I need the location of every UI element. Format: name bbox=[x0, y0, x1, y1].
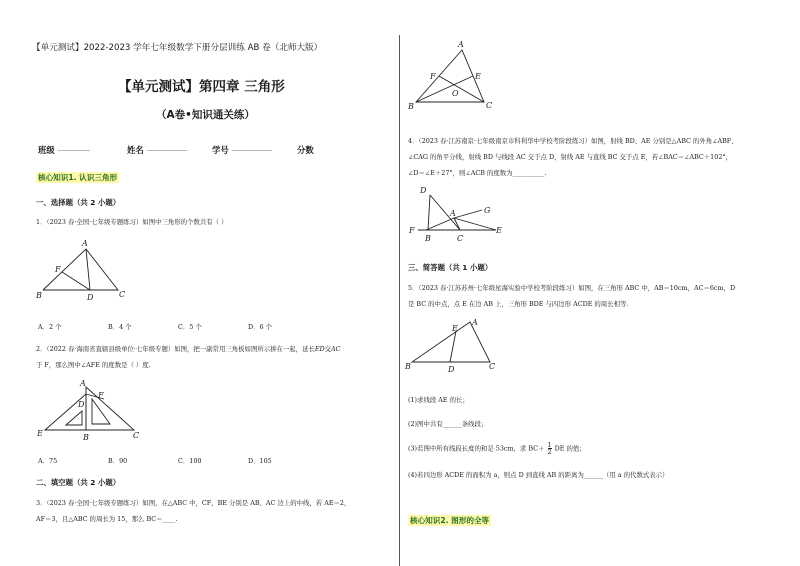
q4-label-g: G bbox=[484, 206, 491, 215]
class-blank[interactable]: ________ bbox=[58, 142, 90, 151]
q1-label-a: A bbox=[82, 239, 88, 248]
q4-label-d: D bbox=[420, 186, 427, 195]
q3-label-e: E bbox=[475, 72, 481, 81]
q2-line1-text: 2．（2022 春·海南省直辖县级单位·七年级专题）如图，把一副常用三角板如图所示拼在一起，延长 bbox=[36, 345, 315, 353]
q4-label-f: F bbox=[409, 226, 415, 235]
q2-line2: 于 F，那么图中∠AFE 的度数是（ ）度. bbox=[36, 361, 151, 369]
page-subtitle: （A卷•知识通关练） bbox=[156, 109, 255, 121]
q5-sub3-text: (3)若图中所有线段长度的和是 53cm，求 BC＋ bbox=[408, 444, 545, 453]
q5-line1: 5．（2023 春·江苏苏州·七年级星海实验中学校考阶段练习）如图，在三角形 ABC 中，AB＝10cm，AC＝6cm，D bbox=[408, 284, 736, 292]
q1-option-c[interactable]: C．5 个 bbox=[178, 323, 202, 331]
q3-label-o: O bbox=[452, 89, 459, 98]
q3-label-a: A bbox=[458, 40, 464, 49]
core-knowledge-1: 核心知识1. 认识三角形 bbox=[38, 173, 118, 182]
q5-sub4: (4)若四边形 ACDE 的面积为 a，则点 D 到直线 AB 的距离为______（用 a 的代数式表示） bbox=[408, 471, 669, 479]
q5-label-c: C bbox=[489, 362, 496, 371]
q4-line2: ∠CAG 的角平分线，射线 BD 与线段 AC 交于点 D，射线 AE 与直线 BC 交于点 E，若∠BAC＝∠ABC＋102°， bbox=[408, 153, 732, 161]
q2-label-e: E bbox=[37, 429, 43, 438]
q5-label-e: E bbox=[452, 324, 458, 333]
q3-label-c: C bbox=[486, 101, 493, 110]
q4-label-b: B bbox=[425, 234, 431, 243]
q1-text: 1．（2023 春·全国·七年级专题练习）如图中三角形的个数共有（ ） bbox=[36, 218, 228, 226]
section-answer: 三、简答题（共 1 小题） bbox=[408, 263, 493, 272]
q5-fraction bbox=[548, 442, 552, 455]
q5-label-a: A bbox=[472, 318, 478, 327]
q4-label-c: C bbox=[457, 234, 464, 243]
q4-line3: ∠D＝∠E＋27°，则∠ACB 的度数为__________. bbox=[408, 169, 547, 177]
q2-ed: ED bbox=[314, 345, 325, 353]
q3-label-b: B bbox=[408, 102, 414, 111]
q5-line2: 是 BC 的中点，点 E 在边 AB 上，三角形 BDE 与四边形 ACDE 的周长相等. bbox=[408, 300, 629, 308]
q2-label-b: B bbox=[83, 433, 89, 442]
q2-ac: AC bbox=[331, 345, 341, 353]
q1-label-b: B bbox=[36, 291, 42, 300]
q2-label-c: C bbox=[133, 431, 140, 440]
q2-label-f: F bbox=[98, 391, 104, 400]
core-knowledge-2: 核心知识2. 图形的全等 bbox=[410, 516, 490, 525]
q2-jiao: 交 bbox=[324, 345, 332, 353]
q2-option-d[interactable]: D．105 bbox=[248, 457, 272, 465]
q3-line1: 3．（2023 春·全国·七年级专题练习）如图，在△ABC 中，CF、BE 分别是 AB、AC 边上的中线，若 AE＝2， bbox=[36, 499, 351, 507]
q4-label-e: E bbox=[496, 226, 502, 235]
q5-frac-num: 1 bbox=[547, 441, 552, 449]
q1-option-d[interactable]: D．6 个 bbox=[248, 323, 273, 331]
q5-sub3 bbox=[408, 442, 586, 455]
q2-label-a: A bbox=[80, 379, 86, 388]
doc-header-line: 【单元测试】2022-2023 学年七年级数学下册分层训练 AB 卷（北师大版） bbox=[32, 43, 323, 53]
section-choice: 一、选择题（共 2 小题） bbox=[36, 198, 121, 207]
q1-label-d: D bbox=[87, 293, 94, 302]
id-blank[interactable]: __________ bbox=[232, 142, 272, 151]
q1-option-b[interactable]: B．4 个 bbox=[108, 323, 132, 331]
score-label: 分数 bbox=[297, 145, 314, 155]
q2-option-c[interactable]: C．100 bbox=[178, 457, 202, 465]
q3-label-f: F bbox=[430, 72, 436, 81]
q5-sub2: (2)图中共有______条线段； bbox=[408, 420, 488, 428]
section-fill: 二、填空题（共 2 小题） bbox=[36, 478, 121, 487]
class-label: 班级 bbox=[38, 145, 55, 155]
q1-label-f: F bbox=[55, 265, 61, 274]
id-label: 学号 bbox=[212, 145, 229, 155]
right-column bbox=[400, 0, 800, 566]
q5-label-d: D bbox=[448, 365, 455, 374]
q5-label-b: B bbox=[405, 362, 411, 371]
name-label: 姓名 bbox=[127, 145, 144, 155]
q3-line2: AF＝3，且△ABC 的周长为 15，那么 BC＝____. bbox=[36, 515, 178, 523]
name-blank[interactable]: __________ bbox=[147, 142, 187, 151]
q5-sub3-tail: DE 的值； bbox=[554, 444, 586, 453]
q5-sub1: (1)求线段 AE 的长； bbox=[408, 396, 469, 404]
q5-frac-den: 2 bbox=[547, 448, 552, 456]
q1-label-c: C bbox=[119, 290, 126, 299]
q1-option-a[interactable]: A．2 个 bbox=[38, 323, 62, 331]
q4-label-a: A bbox=[450, 209, 456, 218]
q4-line1: 4．（2023 春·江苏南京·七年级南京市科利华中学校考阶段练习）如图，射线 BD、AE 分别是△ABC 的外角∠ABF、 bbox=[408, 137, 738, 145]
page-title: 【单元测试】第四章 三角形 bbox=[118, 79, 285, 95]
q2-option-b[interactable]: B．90 bbox=[108, 457, 128, 465]
q5-figure bbox=[400, 0, 800, 566]
q2-label-d: D bbox=[78, 400, 85, 409]
q2-option-a[interactable]: A．75 bbox=[38, 457, 58, 465]
